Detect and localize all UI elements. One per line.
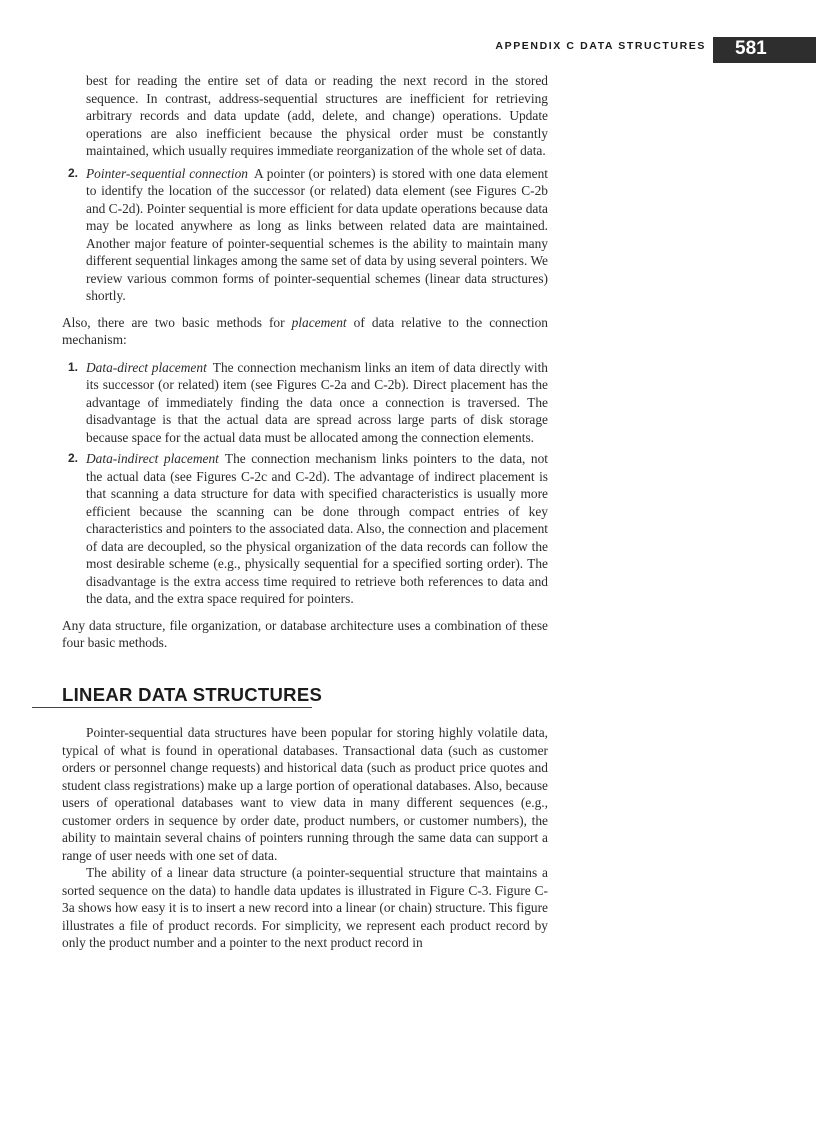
running-head: APPENDIX C DATA STRUCTURES xyxy=(495,40,706,52)
intro-text-end: of data relative to the connection mechanism: xyxy=(62,314,548,347)
page-header xyxy=(0,37,816,63)
placement-term: placement xyxy=(291,314,347,330)
list-term: Data-direct placement xyxy=(86,359,207,375)
list-number: 2. xyxy=(68,165,79,180)
list-item-data-indirect xyxy=(62,450,548,608)
list-term: Data-indirect placement xyxy=(86,451,219,466)
section-title: LINEAR DATA STRUCTURES xyxy=(62,683,323,705)
list-text: The connection mechanism links pointers to the data, not the actual data (see Figures C-2c and C-2d). The advantage of indirect placement is that scanning a data structure for data with specified characteristics is usually more efficient because the scanning can be done through compact entries of key characteristics and pointers to the associated data. Also, the connection and placement of data are decoupled, so the physical organization of the data records can follow the most desirable scheme (e.g., physically sequential for a specified sorting order). The disadvantage is the extra access time required to retrieve both references to data and the data, and the extra space required for pointers. xyxy=(86,451,548,606)
list-item-pointer-sequential xyxy=(62,165,548,305)
list-number: 1. xyxy=(68,359,79,374)
list-number: 2. xyxy=(68,451,79,465)
list-term: Pointer-sequential connection xyxy=(86,165,248,181)
page-number-box xyxy=(713,37,816,63)
list-text: A pointer (or pointers) is stored with one data element to identify the location of the successor (or related) data element (see Figures C-2b and C-2d). Pointer sequential is more efficient for data update operations because data may be located anywhere as long as links between related data are maintained. Another major feature of pointer-sequential schemes is the ability to maintain many different sequential linkages among the same set of data by using several pointers. We review various common forms of pointer-sequential schemes (linear data structures) shortly. xyxy=(86,165,548,303)
continuation-paragraph: best for reading the entire set of data or reading the next record in the stored sequence. In contrast, address-sequential structures are inefficient for retrieving arbitrary records and data update (add, delete, and change) operations. Update operations are also inefficient because the physical order must be constantly maintained, which usually requires immediate reorganization of the whole set of data. xyxy=(86,73,548,158)
body-paragraph: The ability of a linear data structure (a pointer-sequential structure that maintains a sorted sequence on the data) to handle data updates is illustrated in Figure C-3. Figure C-3a shows how easy it is to insert a new record into a linear (or chain) structure. This figure illustrates a file of product records. For simplicity, we represent each product record by only the product number and a pointer to the next product record in xyxy=(62,865,548,950)
intro-text: Also, there are two basic methods for xyxy=(62,314,292,330)
list-item-data-direct xyxy=(62,359,548,447)
section-heading xyxy=(62,683,548,709)
body-paragraph: Pointer-sequential data structures have been popular for storing highly volatile data, typical of what is found in operational databases. Transactional data (such as customer orders or personnel change requests) and historical data (such as product price quotes and student class registrations) make up a large portion of operational databases. Also, because users of operational databases want to view data in many different sequences (e.g., customer orders in sequence by order date, product numbers, or customer numbers), the ability to maintain several chains of pointers running through the same data can support a range of user needs with one set of data. xyxy=(62,725,548,863)
section-rule xyxy=(32,707,312,708)
page-body xyxy=(62,72,548,952)
list-text: The connection mechanism links an item of data directly with its successor (or related) item (see Figures C-2a and C-2b). Direct placement has the advantage of immediately finding the data once a connection is traversed. The disadvantage is that the actual data are spread across large parts of disk storage because space for the actual data must be allocated among the connection elements. xyxy=(86,359,548,445)
placement-intro xyxy=(62,314,548,349)
page-number: 581 xyxy=(735,38,767,59)
summary-paragraph: Any data structure, file organization, or database architecture uses a combination of these four basic methods. xyxy=(62,617,548,650)
